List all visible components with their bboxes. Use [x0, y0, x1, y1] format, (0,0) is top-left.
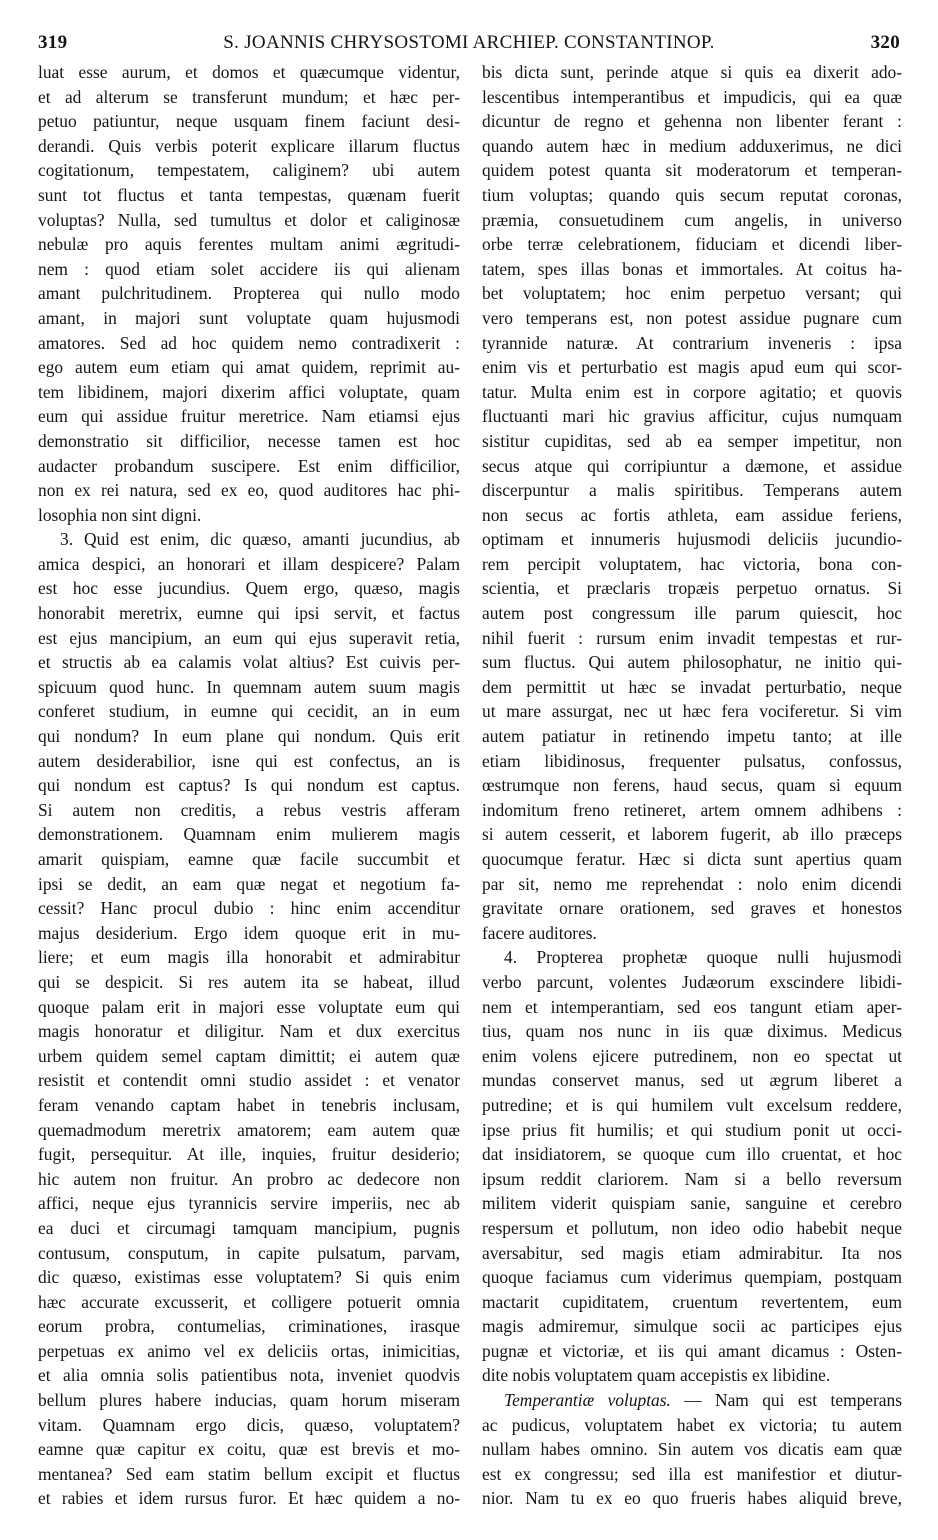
- line-text: majus desiderium. Ergo idem quoque erit in mu-: [38, 922, 460, 943]
- text-line: [482, 281, 902, 306]
- text-line: [482, 306, 902, 331]
- line-text: et structis ab ea calamis volat altius? Est cuivis per-: [38, 652, 460, 673]
- line-text: sum fluctus. Qui autem philosophatur, ne initio qui-: [482, 652, 902, 673]
- line-text: amarit quispiam, eamne quæ facile succumbit et: [38, 849, 460, 869]
- text-line: [482, 1191, 902, 1216]
- line-text: quoque faciamus cum viderimus quempiam, postquam: [482, 1267, 902, 1288]
- text-line: [482, 1314, 902, 1339]
- text-line: [482, 355, 902, 380]
- text-line: [482, 1142, 902, 1167]
- text-line: [38, 1191, 460, 1216]
- line-text: discerpuntur a malis spiritibus. Temperans autem: [482, 480, 902, 501]
- line-text: vitam. Quamnam ergo dicis, quæso, voluptatem?: [38, 1414, 460, 1435]
- line-text: fugit, persequitur. At ille, inquies, fruitur desiderio;: [38, 1144, 460, 1165]
- text-line: [38, 1118, 460, 1143]
- text-line: [38, 1044, 460, 1069]
- line-text: non secus ac fortis athleta, eam assidue feriens,: [482, 504, 902, 525]
- line-text: ea duci et circumagi tamquam mancipium, pugnis: [38, 1217, 460, 1238]
- text-line: [482, 503, 902, 528]
- line-text: par sit, nemo me reprehendat : nolo enim dicendi: [482, 873, 902, 894]
- text-line: [38, 503, 460, 528]
- line-text: orbe terræ celebrationem, fiduciam et dicendi liber-: [482, 234, 902, 255]
- text-line: [38, 773, 460, 798]
- text-line: [482, 896, 902, 921]
- text-line: [482, 576, 902, 601]
- text-line: [38, 552, 460, 577]
- text-line: [482, 675, 902, 700]
- line-text: qui nondum est captus? Is qui nondum est captus.: [38, 775, 460, 796]
- line-text: nihil fuerit : rursum enim invadit tempestas et rur-: [482, 627, 902, 648]
- text-line: [482, 331, 902, 356]
- line-text: eamne quæ capitur ex coitu, quæ est brevis et mo-: [38, 1439, 460, 1460]
- text-line: [38, 576, 460, 601]
- text-line: [482, 1462, 902, 1487]
- text-line: [38, 1413, 460, 1438]
- line-text: spicuum quod hunc. In quemnam autem suum magis: [38, 676, 460, 697]
- text-line: [482, 1265, 902, 1290]
- line-text: bellum plures habere inducias, quam horum miseram: [38, 1390, 460, 1411]
- text-line: [38, 724, 460, 749]
- line-text: dat insidiatorem, se quoque cum illo cruentat, et hoc: [482, 1144, 902, 1165]
- text-line: [482, 134, 902, 159]
- line-text: autem desiderabilior, isne qui est confectus, an is: [38, 750, 460, 771]
- line-text: qui se despicit. Si res autem ita se habeat, illud: [38, 971, 460, 992]
- line-text: eorum probra, contumelias, criminationes, irasque: [38, 1316, 460, 1337]
- text-line: [482, 1290, 902, 1315]
- page-number-right: 320: [870, 32, 900, 53]
- line-text: œstrumque non ferens, haud secus, quam si equum: [482, 775, 902, 796]
- line-text: eum qui assidue fruitur meretrice. Nam etiamsi ejus: [38, 406, 460, 427]
- line-text: hic autem non fruitur. An probro ac dedecore non: [38, 1168, 460, 1189]
- line-text: tem libidinem, majori dixerim affici voluptate, quam: [38, 381, 460, 402]
- line-text: autem patiatur in retinendo impetu tanto; at ille: [482, 726, 902, 747]
- left-column: [38, 60, 460, 1511]
- line-text: nebulæ pro aquis ferentes multam animi ægritudi-: [38, 234, 460, 255]
- text-line: [482, 1019, 902, 1044]
- text-line: [482, 970, 902, 995]
- text-line: [482, 527, 902, 552]
- line-text: dem permittit ut hæc se invadat perturbatio, neque: [482, 676, 902, 697]
- line-text: voluptas? Nulla, sed tumultus et dolor et caliginosæ: [38, 209, 460, 230]
- line-text: conferet studium, in eumne qui cecidit, an in eum: [38, 701, 460, 722]
- line-text: est ex congressu; sed illa est manifestior et diutur-: [482, 1463, 902, 1484]
- text-line: [38, 1462, 460, 1487]
- text-line: [482, 552, 902, 577]
- text-line: [38, 208, 460, 233]
- line-text: sunt tot fluctus et tanta tempestas, quænam fuerit: [38, 184, 460, 205]
- line-text: non ex rei natura, sed ex eo, quod auditores hac phi-: [38, 480, 460, 501]
- line-text: amica despici, an honorari et illam despicere? Palam: [38, 553, 460, 574]
- line-text: quando autem hæc in medium adduxerimus, ne dici: [482, 135, 902, 156]
- text-line: [482, 650, 902, 675]
- text-line: [482, 1241, 902, 1266]
- line-text: mactarit cupiditatem, cruentum revertentem, eum: [482, 1291, 902, 1312]
- text-line: [38, 1363, 460, 1388]
- section-heading: Temperantiæ voluptas.: [504, 1390, 671, 1411]
- text-line: [38, 1167, 460, 1192]
- line-text: præmia, consuetudinem cum angelis, in universo: [482, 209, 902, 230]
- line-text: magis honoratur et diligitur. Nam et dux exercitus: [38, 1021, 460, 1042]
- text-line: [482, 183, 902, 208]
- line-text: indomitum freno retineret, artem omnem adhibens :: [482, 799, 902, 820]
- line-text: 3. Quid est enim, dic quæso, amanti jucundius, ab: [60, 529, 460, 550]
- text-line: [38, 85, 460, 110]
- line-text: facere auditores.: [482, 922, 597, 943]
- text-line: [482, 1486, 902, 1511]
- line-text: ac pudicus, voluptatem habet ex victoria; tu autem: [482, 1414, 902, 1435]
- text-line: [482, 380, 902, 405]
- text-line: [38, 749, 460, 774]
- text-line: [482, 1339, 902, 1364]
- text-line: [482, 749, 902, 774]
- line-text: dic quæso, existimas esse voluptatem? Si quis enim: [38, 1267, 460, 1288]
- text-line: [38, 1093, 460, 1118]
- line-text: hæc accurate excusserit, et colligere potuerit omnia: [38, 1291, 460, 1312]
- line-text: petuo patiuntur, neque usquam finem faciunt desi-: [38, 111, 460, 132]
- line-text: contusum, consputum, in capite pulsatum, parvam,: [38, 1242, 460, 1263]
- text-line: [38, 281, 460, 306]
- text-line: [38, 970, 460, 995]
- text-line: [482, 1437, 902, 1462]
- right-column: [482, 60, 902, 1511]
- text-line: [482, 872, 902, 897]
- line-text: fluctuanti mari hic gravius afficitur, cujus numquam: [482, 406, 902, 427]
- text-line: [482, 1093, 902, 1118]
- text-line: [38, 1290, 460, 1315]
- line-text: secus atque qui corripiuntur a dæmone, et assidue: [482, 455, 902, 476]
- text-line: [482, 1363, 902, 1388]
- text-line: [482, 85, 902, 110]
- line-text: audacter probandum suscipere. Est enim difficilior,: [38, 455, 460, 476]
- line-text: tius, quam nos nunc in iis quæ diximus. Medicus: [482, 1021, 902, 1042]
- line-text: nior. Nam tu ex eo quo frueris habes aliquid breve,: [482, 1488, 902, 1509]
- line-text: etiam libidinosus, frequenter pulsatus, confossus,: [482, 750, 902, 771]
- text-line: [482, 601, 902, 626]
- line-text: ego autem eum etiam qui amat quidem, reprimit au-: [38, 357, 460, 378]
- line-text: tyrannide naturæ. At contrarium inveneris : ipsa: [482, 332, 902, 353]
- line-text: honorabit meretrix, eumne qui ipsi servit, et factus: [38, 603, 460, 624]
- text-line: [482, 158, 902, 183]
- line-text: dicuntur de regno et gehenna non libenter ferant :: [482, 111, 902, 132]
- line-text: demonstrationem. Quamnam enim mulierem magis: [38, 824, 460, 845]
- line-text: quemadmodum meretrix amatorem; eam autem quæ: [38, 1119, 460, 1140]
- line-text: gravitate ornare orationem, sed graves et honestos: [482, 898, 902, 919]
- text-line: [38, 380, 460, 405]
- line-text: est ejus mancipium, an eum qui ejus superavit retia,: [38, 627, 460, 648]
- text-line: [482, 1044, 902, 1069]
- line-text: affici, neque ejus tyrannicis servire imperiis, nec ab: [38, 1193, 460, 1214]
- line-text: enim volens ejicere putredinem, non eo spectat ut: [482, 1045, 902, 1066]
- line-text: verbo parcunt, volentes Judæorum exscindere libidi-: [482, 971, 902, 992]
- text-line: [38, 183, 460, 208]
- line-text: cogitationum, tempestatem, caliginem? ubi autem: [38, 160, 460, 181]
- text-line: [482, 822, 902, 847]
- text-line: [38, 1216, 460, 1241]
- line-text: putredine; et is qui humilem vult excelsum reddere,: [482, 1094, 902, 1115]
- page-number-left: 319: [38, 32, 68, 53]
- line-text: autem post congressum ille parum quiescit, hoc: [482, 603, 902, 624]
- line-text: mentanea? Sed eam statim bellum excipit et fluctus: [38, 1463, 460, 1484]
- text-line: [38, 527, 460, 552]
- line-text: feram venando captam habet in tenebris inclusam,: [38, 1094, 460, 1115]
- line-text: ipsum reddit clariorem. Nam si a bello reversum: [482, 1168, 902, 1189]
- text-line: [38, 601, 460, 626]
- line-text: 4. Propterea prophetæ quoque nulli hujusmodi: [504, 947, 902, 968]
- text-line: [482, 454, 902, 479]
- text-line: [38, 1388, 460, 1413]
- text-line: [38, 232, 460, 257]
- line-text: est hoc esse jucundius. Quem ergo, quæso, magis: [38, 578, 460, 599]
- text-line: [38, 1314, 460, 1339]
- line-text: nem et intemperantiam, sed eos tangunt etiam aper-: [482, 996, 902, 1017]
- text-line: [38, 822, 460, 847]
- text-line: [38, 847, 460, 872]
- text-line: [38, 257, 460, 282]
- line-text: quocumque feratur. Hæc si dicta sunt apertius quam: [482, 849, 902, 869]
- text-line: [482, 798, 902, 823]
- text-line: [38, 921, 460, 946]
- line-text: cessit? Hanc procul dubio : hinc enim accenditur: [38, 898, 460, 919]
- text-line: [482, 478, 902, 503]
- line-text: sistitur cupiditas, sed ab ea semper impetitur, non: [482, 430, 902, 451]
- text-line: [38, 1437, 460, 1462]
- text-line: [38, 675, 460, 700]
- page-header: [38, 32, 900, 62]
- line-text: ipse prius fit humilis; et qui studium ponit ut occi-: [482, 1119, 902, 1140]
- text-line: [38, 1019, 460, 1044]
- text-line: [38, 1486, 460, 1511]
- text-line: [38, 355, 460, 380]
- text-line: [38, 1068, 460, 1093]
- line-text: lescentibus intemperantibus et impudicis, qui ea quæ: [482, 86, 902, 107]
- text-line: [482, 724, 902, 749]
- line-text: bis dicta sunt, perinde atque si quis ea dixerit ado-: [482, 62, 902, 82]
- text-line: [38, 429, 460, 454]
- line-text: amant pulchritudinem. Propterea qui nullo modo: [38, 283, 460, 304]
- text-line: [482, 921, 902, 946]
- line-text: militem viderit quispiam sanie, sanguine et cerebro: [482, 1193, 902, 1214]
- text-line: [482, 945, 902, 970]
- text-line: [38, 1339, 460, 1364]
- line-text: et ad alterum se transferunt mundum; et hæc per-: [38, 86, 460, 107]
- line-text: dite nobis voluptatem quam accepistis ex libidine.: [482, 1365, 831, 1386]
- line-text: et alia omnia solis patientibus nota, inveniet quodvis: [38, 1365, 460, 1386]
- line-text: — Nam qui est temperans: [684, 1390, 902, 1411]
- text-line: [482, 404, 902, 429]
- line-text: qui nondum? In eum plane qui nondum. Quis erit: [38, 726, 460, 747]
- line-text: ipsi se dedit, an eam quæ negat et negotium fa-: [38, 873, 460, 894]
- line-text: perpetuas ex animo vel ex deliciis ortas, inimicitias,: [38, 1340, 460, 1361]
- line-text: losophia non sint digni.: [38, 504, 202, 525]
- text-line: [482, 232, 902, 257]
- line-text: urbem quidem semel captam dimittit; ei autem quæ: [38, 1045, 460, 1066]
- line-text: et rabies et idem rursus furor. Et hæc quidem a no-: [38, 1488, 460, 1509]
- text-line: [482, 429, 902, 454]
- line-text: Si autem non creditis, a rebus vestris afferam: [38, 799, 460, 820]
- line-text: respersum et pollutum, non ideo odio habebit neque: [482, 1217, 902, 1238]
- line-text: resistit et contendit omni studio assidet : et venator: [38, 1070, 460, 1091]
- line-text: liere; et eum magis illa honorabit et admirabitur: [38, 947, 460, 968]
- text-line: [38, 134, 460, 159]
- text-line: [482, 1413, 902, 1438]
- line-text: amant, in majori sunt voluptate quam hujusmodi: [38, 307, 460, 328]
- text-line: [482, 1216, 902, 1241]
- line-text: quidem potest quanta sit moderatorum et temperan-: [482, 160, 902, 181]
- line-text: enim vis et perturbatio est magis apud eum qui scor-: [482, 357, 902, 378]
- text-line: [38, 109, 460, 134]
- line-text: ut mare assurgat, nec ut hæc fera vociferetur. Si vim: [482, 701, 902, 722]
- line-text: nem : quod etiam solet accidere iis qui alienam: [38, 258, 460, 279]
- line-text: tium voluptas; quando quis secum reputat coronas,: [482, 184, 902, 205]
- text-line: [38, 995, 460, 1020]
- line-text: quoque palam erit in majori esse voluptate eum qui: [38, 996, 460, 1017]
- text-line: [482, 773, 902, 798]
- line-text: rem percipit voluptatem, hac victoria, bona con-: [482, 553, 902, 574]
- text-line: [482, 699, 902, 724]
- text-line: [38, 454, 460, 479]
- text-line: [482, 208, 902, 233]
- text-line: [38, 896, 460, 921]
- text-line: [482, 60, 902, 85]
- line-text: amatores. Sed ad hoc quidem nemo contradixerit :: [38, 332, 460, 353]
- line-text: si autem cesserit, et laborem fugerit, ab illo præceps: [482, 824, 902, 845]
- line-text: nullam habes omnino. Sin autem vos dicatis eam quæ: [482, 1439, 902, 1460]
- line-text: pugnæ et victoriæ, et iis qui amant dicamus : Osten-: [482, 1340, 902, 1361]
- line-text: aversabitur, sed magis etiam admirabitur. Ita nos: [482, 1242, 902, 1263]
- text-line: [38, 1265, 460, 1290]
- line-text: demonstratio sit difficilior, necesse tamen est hoc: [38, 430, 460, 451]
- running-title: S. JOANNIS CHRYSOSTOMI ARCHIEP. CONSTANTINOP.: [223, 32, 715, 53]
- line-text: scientia, et præclaris tropæis perpetuo ornatus. Si: [482, 578, 902, 599]
- text-line: [38, 945, 460, 970]
- line-text: luat esse aurum, et domos et quæcumque videntur,: [38, 62, 460, 82]
- text-line: [38, 650, 460, 675]
- text-line: [38, 1142, 460, 1167]
- line-text: bet voluptatem; hoc enim perpetuo versant; qui: [482, 283, 902, 304]
- text-line: [38, 699, 460, 724]
- text-line: [482, 847, 902, 872]
- text-line: [38, 306, 460, 331]
- text-line: [38, 158, 460, 183]
- text-line: [482, 1068, 902, 1093]
- text-line: [482, 1388, 902, 1413]
- text-line: [482, 995, 902, 1020]
- text-line: [38, 478, 460, 503]
- line-text: magis admiremur, simulque socii ac participes ejus: [482, 1316, 902, 1337]
- line-text: mundas conservet manus, sed ut ægrum liberet a: [482, 1070, 902, 1091]
- text-line: [38, 331, 460, 356]
- text-line: [482, 109, 902, 134]
- text-line: [482, 626, 902, 651]
- text-line: [38, 404, 460, 429]
- text-line: [38, 872, 460, 897]
- line-text: tatem, spes illas bonas et immortales. At coitus ha-: [482, 258, 902, 279]
- text-line: [38, 1241, 460, 1266]
- text-line: [38, 798, 460, 823]
- line-text: derandi. Quis verbis poterit explicare illarum fluctus: [38, 135, 460, 156]
- text-line: [482, 1118, 902, 1143]
- text-line: [38, 626, 460, 651]
- line-text: tatur. Multa enim est in corpore agitatio; et quovis: [482, 381, 902, 402]
- line-text: vero temperans est, non potest assidue pugnare cum: [482, 307, 902, 328]
- text-line: [482, 1167, 902, 1192]
- line-text: optimam et innumeris hujusmodi deliciis jucundio-: [482, 529, 902, 550]
- text-line: [38, 60, 460, 85]
- text-line: [482, 257, 902, 282]
